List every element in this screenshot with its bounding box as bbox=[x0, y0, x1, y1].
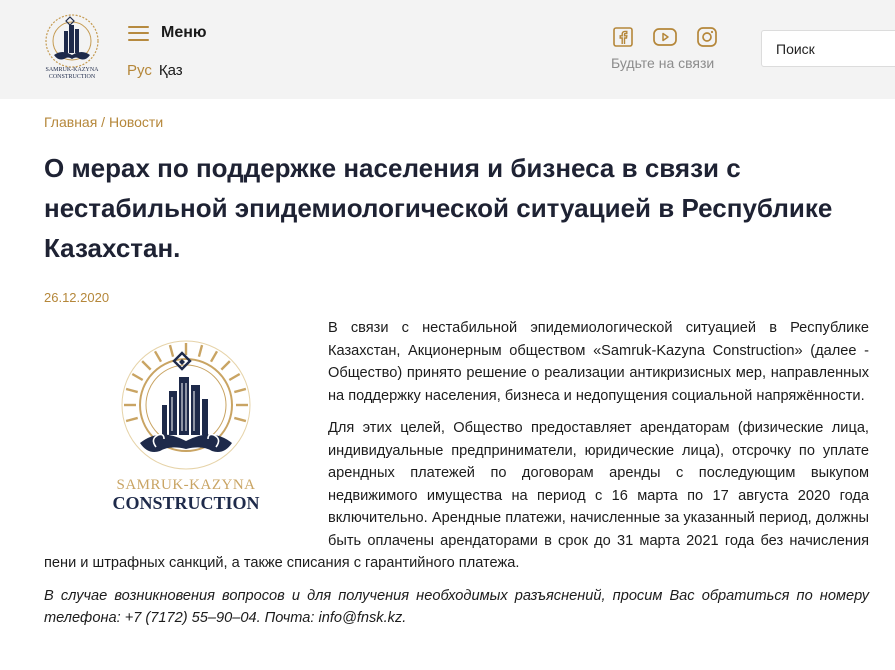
social-links bbox=[611, 26, 719, 48]
svg-text:SAMRUK-KAZYNA: SAMRUK-KAZYNA bbox=[45, 67, 99, 73]
logo-text-line2: CONSTRUCTION bbox=[112, 493, 260, 513]
article-paragraph-2: Для этих целей, Общество предоставляет арендаторам (физические лица, индивидуальные предприниматели, юридические лица), отсрочку по уплате арендных платежей по договорам аренды с последующим выкупом недвижимого имущества на период с 16 марта по 17 августа 2020 года включительно. Арендные платежи, начисленные за указанный период, должны быть оплачены арендаторами в срок до 31 марта 2021 года без начисления пени и штрафных санкций, а также списания с гарантийного платежа. bbox=[44, 420, 869, 571]
logo-text-line1: SAMRUK-KAZYNA bbox=[116, 477, 256, 493]
social-caption: Будьте на связи bbox=[611, 55, 715, 71]
breadcrumb-news[interactable]: Новости bbox=[108, 114, 164, 130]
menu-label: Меню bbox=[161, 24, 207, 41]
company-logo-icon bbox=[111, 337, 261, 517]
article-body bbox=[44, 317, 869, 640]
lang-ru[interactable]: Рус bbox=[127, 62, 152, 79]
facebook-icon[interactable] bbox=[611, 26, 635, 48]
article-image bbox=[44, 317, 328, 552]
menu-button[interactable] bbox=[128, 24, 207, 42]
article-date: 26.12.2020 bbox=[44, 290, 110, 305]
site-header bbox=[0, 0, 895, 99]
article-paragraph-1: В связи с нестабильной эпидемиологической ситуацией в Республике Казахстан, Акционерным обществом «Samruk-Kazyna Construction» (далее - Общество) принято решение о реализации антикризисных мер, направленных на поддержку населения, бизнеса и недопущения социальной напряжённости. bbox=[328, 320, 869, 404]
hamburger-icon bbox=[128, 26, 149, 41]
youtube-icon[interactable] bbox=[653, 26, 677, 48]
breadcrumb bbox=[44, 114, 163, 130]
instagram-icon[interactable] bbox=[695, 26, 719, 48]
breadcrumb-separator: / bbox=[97, 114, 109, 130]
search-input[interactable] bbox=[761, 30, 895, 67]
language-switcher bbox=[127, 62, 183, 79]
article-contact: В случае возникновения вопросов и для получения необходимых разъяснений, просим Вас обратиться по номеру телефона: +7 (7172) 55–90–04. Почта: info@fnsk.kz. bbox=[44, 587, 869, 626]
lang-kz[interactable]: Қаз bbox=[158, 62, 183, 79]
svg-text:CONSTRUCTION: CONSTRUCTION bbox=[48, 74, 96, 80]
breadcrumb-home[interactable]: Главная bbox=[44, 114, 98, 130]
page-title: О мерах по поддержке населения и бизнеса в связи с нестабильной эпидемиологической ситуацией в Республике Казахстан. bbox=[44, 153, 833, 263]
logo-icon[interactable] bbox=[40, 11, 104, 83]
